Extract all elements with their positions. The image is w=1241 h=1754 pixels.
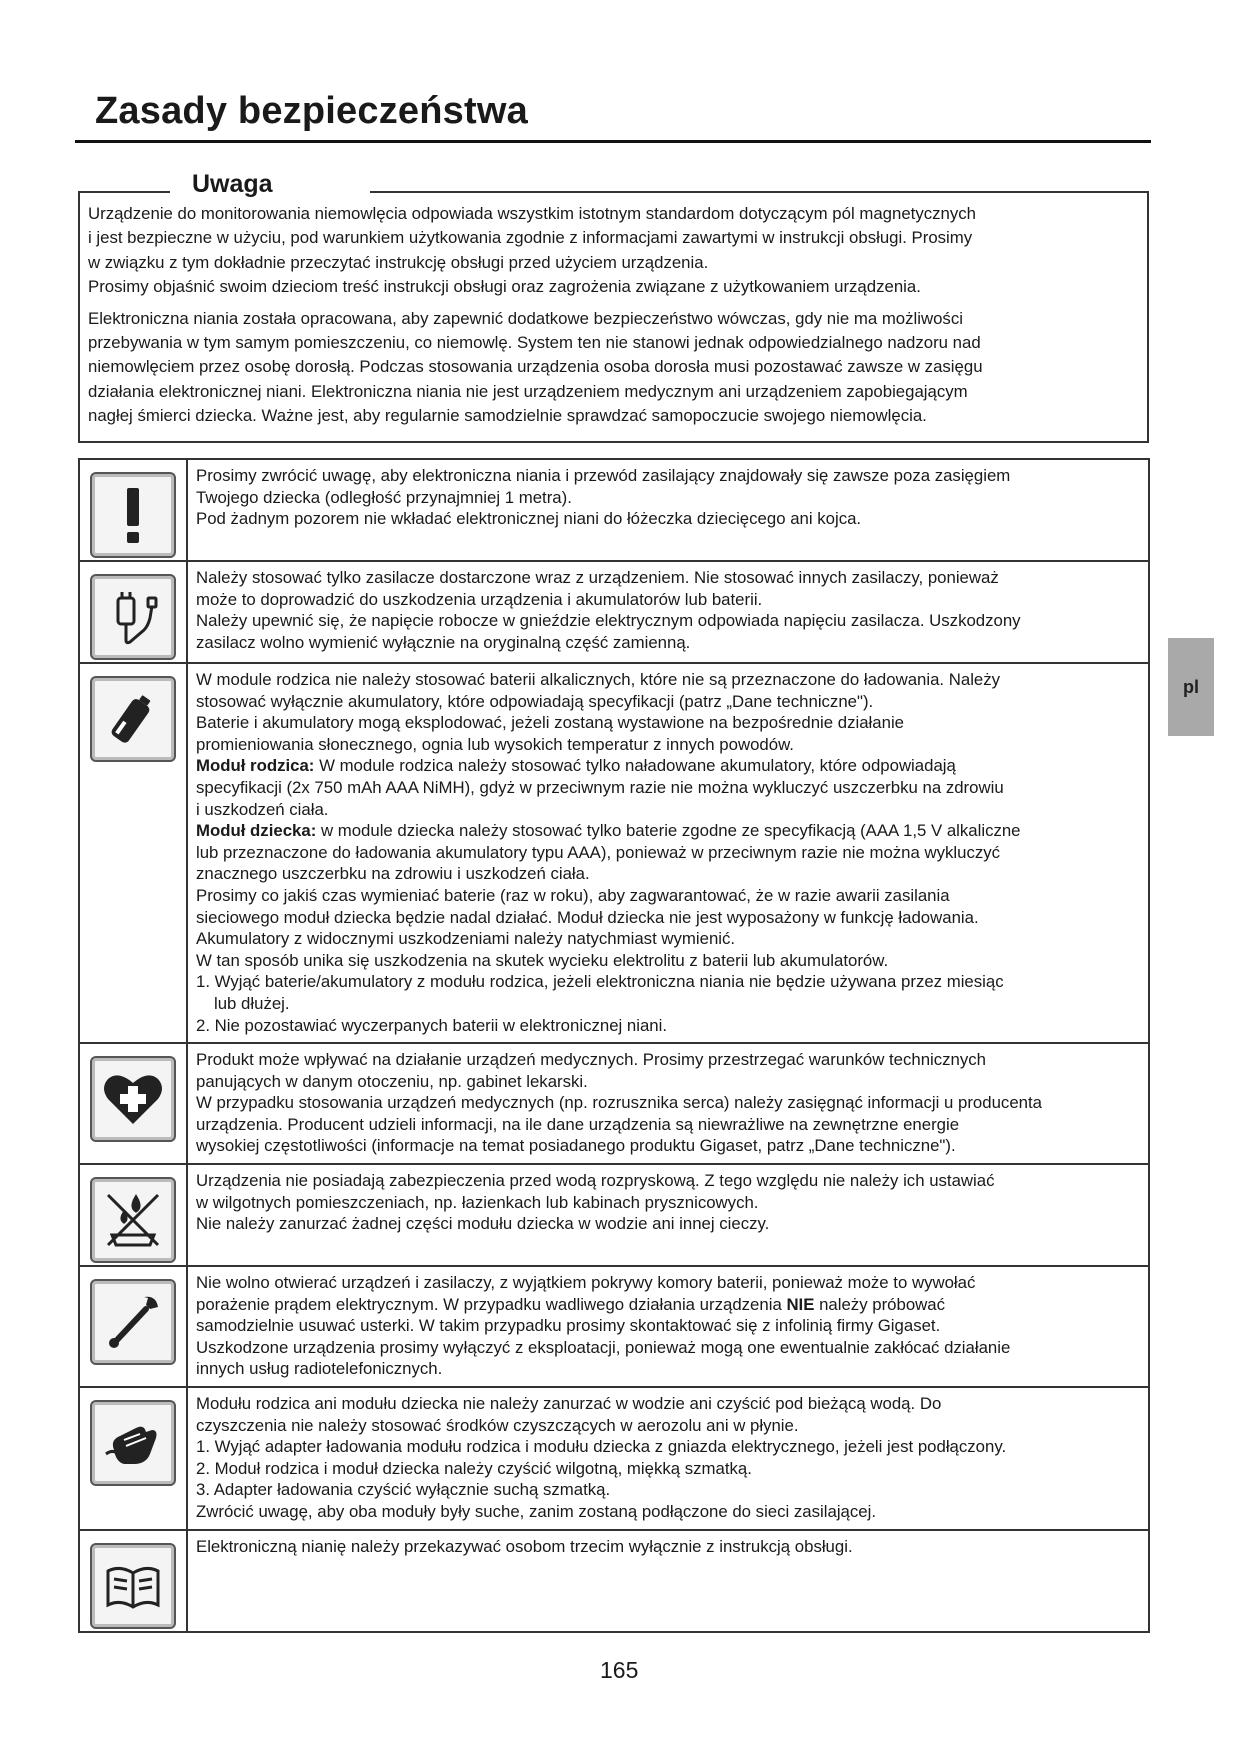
safety-rules-table: [78, 458, 1150, 1633]
rule-line: Należy upewnić się, że napięcie robocze w gnieździe elektrycznym odpowiada napięciu zasilacza. Uszkodzony: [196, 611, 1021, 631]
table-row: [79, 1387, 1149, 1530]
notice-line: i jest bezpieczne w użyciu, pod warunkiem użytkowania zgodnie z informacjami zawartymi w instrukcji obsługi. Prosimy: [88, 228, 973, 248]
notice-line: w związku z tym dokładnie przeczytać instrukcję obsługi przed użyciem urządzenia.: [88, 252, 709, 272]
rule-text: [187, 1043, 1149, 1164]
rule-line: Twojego dziecka (odległość przynajmniej 1 metra).: [196, 487, 572, 507]
rule-line: [196, 755, 1140, 777]
icon-cell: [79, 1043, 187, 1164]
table-row: [79, 561, 1149, 663]
notice-line: Prosimy objaśnić swoim dzieciom treść instrukcji obsługi oraz zagrożenia związane z użytkowaniem urządzenia.: [88, 277, 921, 297]
rule-line: Zwrócić uwagę, aby oba moduły były suche, zanim zostaną podłączone do sieci zasilającej.: [196, 1502, 876, 1521]
rule-line: wysokiej częstotliwości (informacje na temat posiadanego produktu Gigaset, patrz „Dane techniczne").: [196, 1136, 956, 1156]
rule-text-part: porażenie prądem elektrycznym. W przypadku wadliwego działania urządzenia: [196, 1294, 787, 1314]
table-row: [79, 1530, 1149, 1632]
rule-line: 3. Adapter ładowania czyścić wyłącznie suchą szmatką.: [196, 1480, 611, 1500]
rule-line: panujących w danym otoczeniu, np. gabinet lekarski.: [196, 1071, 588, 1091]
rule-line: [196, 1294, 1140, 1316]
icon-cell: [79, 1387, 187, 1530]
rule-line: zasilacz wolno wymienić wyłącznie na oryginalną część zamienną.: [196, 632, 691, 652]
icon-cell: [79, 1530, 187, 1632]
page-number: 165: [600, 1657, 639, 1683]
rule-line: Prosimy zwrócić uwagę, aby elektroniczna niania i przewód zasilający znajdowały się zawsze poza zasięgiem: [196, 466, 1011, 485]
rule-line: W tan sposób unika się uszkodzenia na skutek wycieku elektrolitu z baterii lub akumulatorów.: [196, 950, 889, 970]
table-row: [79, 1164, 1149, 1266]
rule-line: Należy stosować tylko zasilacze dostarczone wraz z urządzeniem. Nie stosować innych zasilaczy, ponieważ: [196, 568, 999, 587]
notice-line: Urządzenie do monitorowania niemowlęcia odpowiada wszystkim istotnym standardom dotyczącym pól magnetycznych: [88, 204, 976, 223]
child-module-label: Moduł dziecka:: [196, 821, 317, 841]
rule-text: [187, 561, 1149, 663]
rule-line: 1. Wyjąć adapter ładowania modułu rodzica i modułu dziecka z gniazda elektrycznego, jeżeli jest podłączony.: [196, 1437, 1007, 1457]
rule-line: specyfikacji (2x 750 mAh AAA NiMH), gdyż w przeciwnym razie nie można wykluczyć uszczerbku na zdrowiu: [196, 777, 1004, 797]
list-item-continuation: lub dłużej.: [214, 993, 290, 1013]
rule-line: czyszczenia nie należy stosować środków czyszczących w aerozolu ani w płynie.: [196, 1415, 799, 1435]
rule-line: stosować wyłącznie akumulatory, które odpowiadają specyfikacji (patrz „Dane techniczne").: [196, 691, 874, 711]
language-tab: pl: [1168, 638, 1214, 736]
power-adapter-icon: [90, 574, 176, 660]
rule-line: promieniowania słonecznego, ognia lub wysokich temperatur z innych powodów.: [196, 734, 794, 754]
notice-line: przebywania w tym samym pomieszczeniu, co niemowlę. System ten nie stanowi jednak odpowiedzialnego nadzoru nad: [88, 333, 981, 353]
rule-line: może to doprowadzić do uszkodzenia urządzenia i akumulatorów lub baterii.: [196, 589, 763, 609]
table-row: [79, 459, 1149, 561]
rule-line: Produkt może wpływać na działanie urządzeń medycznych. Prosimy przestrzegać warunków technicznych: [196, 1050, 986, 1070]
rule-line: samodzielnie usuwać usterki. W takim przypadku prosimy skontaktować się z infolinią firmy Gigaset.: [196, 1316, 941, 1336]
rule-line: [196, 820, 1140, 842]
rule-line: W module rodzica nie należy stosować baterii alkalicznych, które nie są przeznaczone do ładowania. Należy: [196, 670, 1001, 689]
rule-line: 2. Nie pozostawiać wyczerpanych baterii w elektronicznej niani.: [196, 1015, 668, 1035]
table-row: [79, 663, 1149, 1043]
icon-cell: [79, 663, 187, 1043]
notice-line: nagłej śmierci dziecka. Ważne jest, aby regularnie samodzielnie sprawdzać samopoczucie swojego niemowlęcia.: [88, 406, 927, 426]
rule-line: [196, 993, 1140, 1015]
parent-module-text: W module rodzica należy stosować tylko naładowane akumulatory, które odpowiadają: [314, 756, 956, 776]
rule-line: Nie należy zanurzać żadnej części modułu dziecka w wodzie ani innej cieczy.: [196, 1214, 770, 1234]
table-row: [79, 1266, 1149, 1387]
battery-icon: [90, 676, 176, 762]
table-row: [79, 1043, 1149, 1164]
wrench-icon: [90, 1279, 176, 1365]
rule-line: Urządzenia nie posiadają zabezpieczenia przed wodą rozpryskową. Z tego względu nie należy ich ustawiać: [196, 1171, 995, 1191]
rule-line: w wilgotnych pomieszczeniach, np. łazienkach lub kabinach prysznicowych.: [196, 1192, 759, 1212]
rule-text: [187, 1387, 1149, 1530]
cleaning-hand-icon: [90, 1400, 176, 1486]
child-module-text: w module dziecka należy stosować tylko baterie zgodne ze specyfikacją (AAA 1,5 V alkaliczne: [316, 821, 1021, 841]
notice-heading: Uwaga: [192, 170, 273, 198]
notice-text: [88, 202, 1148, 429]
rule-text: [187, 663, 1149, 1043]
notice-line: działania elektronicznej niani. Elektroniczna niania nie jest urządzeniem medycznym ani urządzeniem zapobiegającym: [88, 381, 968, 401]
rule-text: [187, 1164, 1149, 1266]
page-title: Zasady bezpieczeństwa: [95, 90, 528, 132]
manual-book-icon: [90, 1543, 176, 1629]
rule-line: W przypadku stosowania urządzeń medycznych (np. rozrusznika serca) należy zasięgnąć informacji u producenta: [196, 1093, 1042, 1113]
rule-line: znacznego uszczerbku na zdrowiu i uszkodzeń ciała.: [196, 864, 590, 884]
rule-line: lub przeznaczone do ładowania akumulatory typu AAA), ponieważ w przeciwnym razie nie można wykluczyć: [196, 842, 1001, 862]
rule-line: 1. Wyjąć baterie/akumulatory z modułu rodzica, jeżeli elektroniczna niania nie będzie używana przez miesiąc: [196, 972, 1004, 992]
title-divider: [75, 140, 1151, 143]
rule-line: Elektroniczną nianię należy przekazywać osobom trzecim wyłącznie z instrukcją obsługi.: [196, 1536, 853, 1556]
rule-line: Akumulatory z widocznymi uszkodzeniami należy natychmiast wymienić.: [196, 929, 736, 949]
rule-line: innych usług radiotelefonicznych.: [196, 1359, 443, 1379]
rule-text: [187, 1530, 1149, 1632]
medical-heart-icon: [90, 1056, 176, 1142]
rule-line: 2. Moduł rodzica i moduł dziecka należy czyścić wilgotną, miękką szmatką.: [196, 1458, 752, 1478]
rule-line: Prosimy co jakiś czas wymieniać baterie (raz w roku), aby zagwarantować, że w razie awarii zasilania: [196, 885, 950, 905]
icon-cell: [79, 1164, 187, 1266]
rule-line: Uszkodzone urządzenia prosimy wyłączyć z eksploatacji, ponieważ mogą one ewentualnie zakłócać działanie: [196, 1337, 1011, 1357]
warning-exclamation-icon: [90, 472, 176, 558]
rule-line: i uszkodzeń ciała.: [196, 799, 329, 819]
rule-line: urządzenia. Producent udzieli informacji, na ile dane urządzenia są niewrażliwe na zewnętrzne energie: [196, 1114, 960, 1134]
rule-text-part: należy próbować: [814, 1294, 946, 1314]
rule-text: [187, 1266, 1149, 1387]
icon-cell: [79, 459, 187, 561]
notice-line: niemowlęciem przez osobę dorosłą. Podczas stosowania urządzenia osoba dorosła musi pozostawać zawsze w zasięgu: [88, 357, 983, 377]
parent-module-label: Moduł rodzica:: [196, 756, 315, 776]
notice-line: Elektroniczna niania została opracowana, aby zapewnić dodatkowe bezpieczeństwo wówczas, gdy nie ma możliwości: [88, 308, 963, 328]
rule-line: Baterie i akumulatory mogą eksplodować, jeżeli zostaną wystawione na bezpośrednie działanie: [196, 713, 905, 733]
rule-line: Modułu rodzica ani modułu dziecka nie należy zanurzać w wodzie ani czyścić pod bieżącą wodą. Do: [196, 1394, 942, 1414]
icon-cell: [79, 1266, 187, 1387]
rule-line: sieciowego moduł dziecka będzie nadal działać. Moduł dziecka nie jest wyposażony w funkcję ładowania.: [196, 907, 979, 927]
emphasis-no: NIE: [786, 1294, 815, 1314]
rule-line: Pod żadnym pozorem nie wkładać elektronicznej niani do łóżeczka dziecięcego ani kojca.: [196, 509, 862, 529]
icon-cell: [79, 561, 187, 663]
rule-text: [187, 459, 1149, 561]
no-water-icon: [90, 1177, 176, 1263]
rule-line: Nie wolno otwierać urządzeń i zasilaczy, z wyjątkiem pokrywy komory baterii, ponieważ może to wywołać: [196, 1273, 976, 1293]
